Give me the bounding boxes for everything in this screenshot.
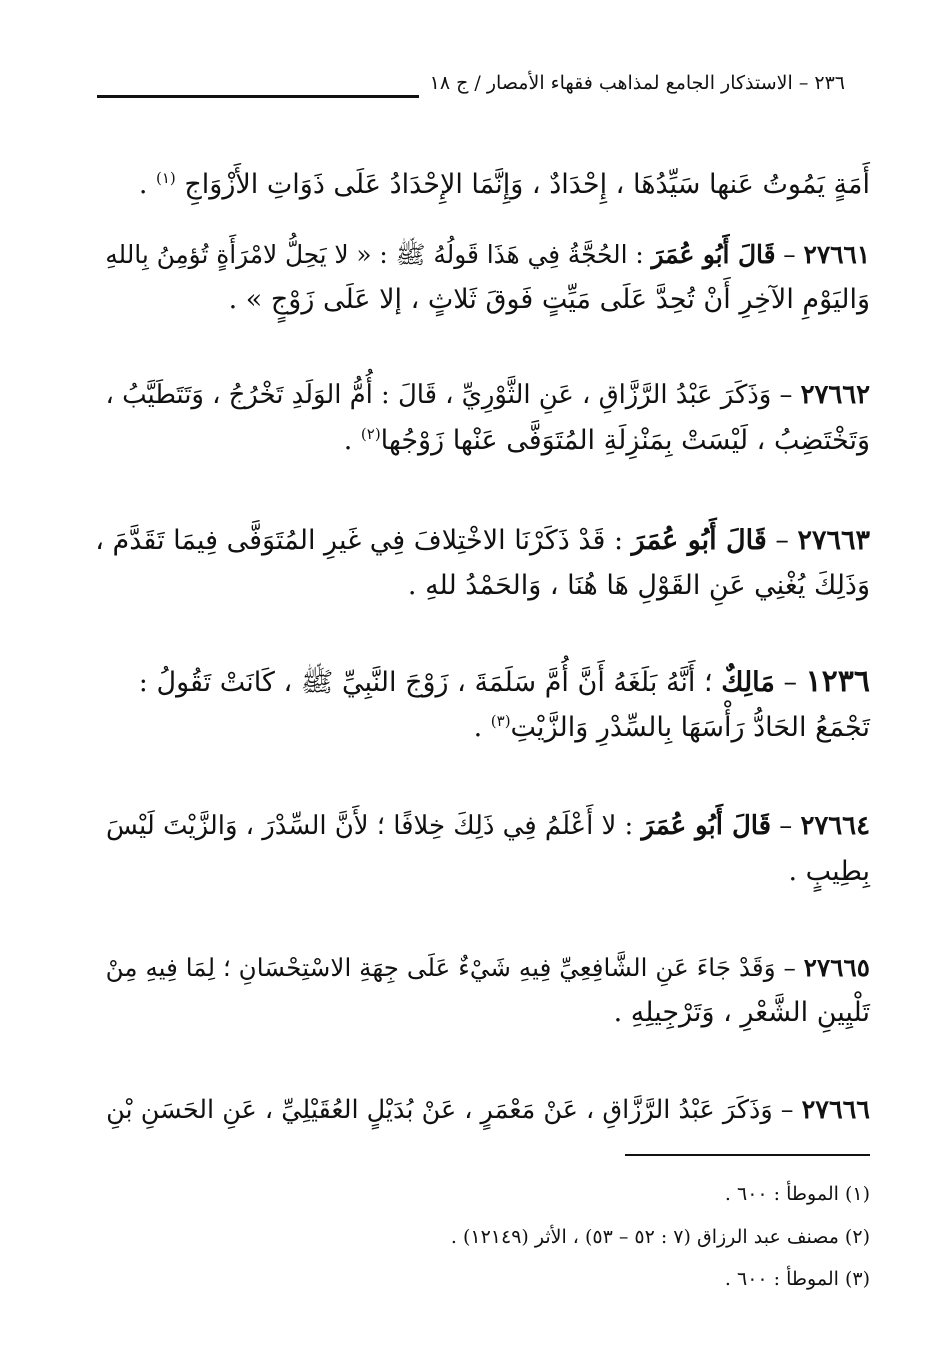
paragraph-27665 <box>90 945 870 1035</box>
text-line: ٢٧٦٦١ – قَالَ أَبُو عُمَرَ : الحُجَّةُ فِي هَذَا قَولُهُ ﷺ : « لا يَحِلُّ لامْرَأَةٍ تُؤمِنُ بِاللهِ <box>105 240 870 269</box>
paragraph-27662 <box>90 373 870 463</box>
narrator: مَالِكٌ <box>721 667 775 698</box>
paragraph-27663 <box>90 518 870 608</box>
speaker: قَالَ أَبُو عُمَرَ <box>631 525 767 556</box>
hadith-number: ١٢٣٦ <box>805 664 870 699</box>
hadith-1236 <box>90 659 870 750</box>
paragraph-number: ٢٧٦٦٥ <box>803 953 870 982</box>
paragraph-27661 <box>90 232 870 322</box>
footnote-rule <box>625 1154 870 1156</box>
footnote-marker: (٢) <box>360 425 381 443</box>
speaker: قَالَ أَبُو عُمَرَ <box>641 811 772 841</box>
footnote-3: (٣) الموطأ : ٦٠٠ . <box>724 1268 870 1290</box>
paragraph-number: ٢٧٦٦٢ <box>800 380 870 410</box>
text-line: ٢٧٦٦٤ – قَالَ أَبُو عُمَرَ : لا أَعْلَمُ فِي ذَلِكَ خِلافًا ؛ لأَنَّ السِّدْرَ ، وَالزَّيْتَ لَيْسَ <box>106 811 870 841</box>
text-line: ٢٧٦٦٥ – وَقَدْ جَاءَ عَنِ الشَّافِعِيِّ فِيهِ شَيْءٌ عَلَى جِهَةِ الاسْتِحْسَانِ ؛ لِمَا فِيهِ مِنْ <box>105 953 870 982</box>
paragraph-number: ٢٧٦٦٣ <box>797 525 870 556</box>
paragraph-27664 <box>90 804 870 894</box>
footnote-marker: (٣) <box>490 712 511 730</box>
text-line: ١٢٣٦ – مَالِكٌ ؛ أَنَّهُ بَلَغَهُ أَنَّ أُمَّ سَلَمَةَ ، زَوْجَ النَّبِيِّ ﷺ ، كَانَتْ تَقُولُ : <box>138 664 870 699</box>
text-line: ٢٧٦٦٣ – قَالَ أَبُو عُمَرَ : قَدْ ذَكَرْنَا الاخْتِلافَ فِي غَيرِ المُتَوَفَّى فِيمَا تَقَدَّمَ ، <box>95 525 870 556</box>
text-line: وَذَلِكَ يُغْنِي عَنِ القَوْلِ هَا هُنَا ، وَالحَمْدُ للهِ . <box>407 570 870 601</box>
text-line: ٢٧٦٦٦ – وَذَكَرَ عَبْدُ الرَّزَّاقِ ، عَنْ مَعْمَرٍ ، عَنْ بُدَيْلٍ العُقَيْلِيِّ ، عَنِ الحَسَنِ بْنِ <box>106 1095 870 1125</box>
text-line: بِطِيبٍ . <box>788 856 870 887</box>
text-line: ٢٧٦٦٢ – وَذَكَرَ عَبْدُ الرَّزَّاقِ ، عَنِ الثَّوْرِيِّ ، قَالَ : أُمُّ الوَلَدِ تَخْرُجُ ، وَتَتَطَيَّبُ ، <box>105 380 870 410</box>
paragraph-number: ٢٧٦٦٤ <box>800 811 870 841</box>
header-rule <box>97 95 419 98</box>
text-line: وَتَخْتَضِبُ ، لَيْسَتْ بِمَنْزِلَةِ المُتَوَفَّى عَنْها زَوْجُها$^{(٢)}$ . <box>343 425 870 456</box>
running-header: ٢٣٦ – الاستذكار الجامع لمذاهب فقهاء الأمصار / ج ١٨ <box>429 72 845 94</box>
text-line: تَجْمَعُ الحَادُّ رَأْسَهَا بِالسِّدْرِ وَالزَّيْتِ$^{(٣)}$ . <box>473 712 870 743</box>
text-line: وَاليَوْمِ الآخِرِ أَنْ تُحِدَّ عَلَى مَيِّتٍ فَوقَ ثَلاثٍ ، إلا عَلَى زَوْجٍ » . <box>228 284 870 315</box>
paragraph-number: ٢٧٦٦٦ <box>801 1095 870 1125</box>
footnote-marker: (١) <box>156 169 176 187</box>
footnote-1: (١) الموطأ : ٦٠٠ . <box>724 1183 870 1205</box>
paragraph-number: ٢٧٦٦١ <box>803 240 870 269</box>
text-line: تَلْيِينِ الشَّعْرِ ، وَتَرْجِيلِهِ . <box>613 997 870 1028</box>
page-header <box>97 70 845 98</box>
footnote-2: (٢) مصنف عبد الرزاق (٧ : ٥٢ – ٥٣) ، الأثر (١٢١٤٩) . <box>450 1226 870 1248</box>
text-line: أَمَةٍ يَمُوتُ عَنها سَيِّدُهَا ، إِحْدَادٌ ، وَإِنَّمَا الإِحْدَادُ عَلَى ذَوَاتِ الأَزْوَاجِ $^{(١)}$ . <box>138 169 870 200</box>
paragraph-27666 <box>90 1088 870 1133</box>
paragraph-0 <box>90 162 870 207</box>
speaker: قَالَ أَبُو عُمَرَ <box>651 240 776 269</box>
